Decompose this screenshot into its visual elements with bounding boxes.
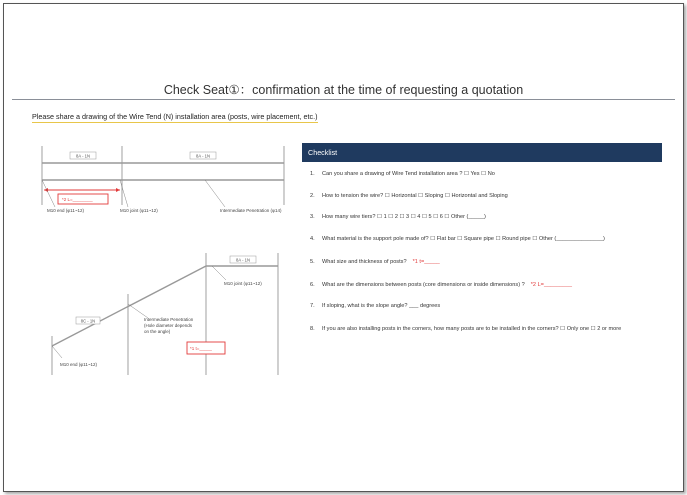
arrow-head-icon [116, 188, 120, 192]
item-text: What material is the support pole made of? ☐ Flat bar ☐ Square pipe ☐ Round pipe ☐ Other (_______________) [322, 236, 605, 242]
thickness-label: *1 t=_____ [190, 346, 212, 351]
leader-line [205, 180, 225, 207]
subtitle: Please share a drawing of the Wire Tend (N) installation area (posts, wire placement, etc.) [32, 112, 318, 121]
leader-line [120, 180, 128, 207]
wire-tag-label: 8C - 1N [80, 318, 96, 324]
item-note: *1 t=_____ [412, 259, 440, 265]
sloped-wire [52, 266, 206, 346]
wire-tag-label: 8A - 1N [76, 153, 90, 159]
item-number: 4. [310, 236, 315, 242]
item-number: 5. [310, 259, 315, 265]
leader-line [42, 180, 55, 207]
item-number: 7. [310, 303, 315, 309]
item-text: What size and thickness of posts? [322, 259, 407, 265]
item-number: 1. [310, 171, 315, 177]
page-title: Check Seat①：confirmation at the time of requesting a quotation [163, 83, 524, 97]
item-text: What are the dimensions between posts (core dimensions or inside dimensions) ? [322, 282, 525, 288]
joint-label: M10 joint (φ11~12) [224, 281, 262, 286]
leader-line [52, 346, 62, 358]
item-text: How many wire tiers? ☐ 1 ☐ 2 ☐ 3 ☐ 4 ☐ 5 ☐ 6 ☐ Other (_____) [322, 214, 486, 220]
penetration-label-3: on the angle) [144, 329, 171, 334]
end-label: M10 end (φ11~12) [47, 208, 84, 213]
end-label: M10 end (φ11~12) [60, 362, 97, 367]
penetration-label-2: (Hole diameter depends [144, 323, 193, 328]
item-number: 3. [310, 214, 315, 220]
item-number: 6. [310, 282, 315, 288]
top-diagram [42, 146, 284, 213]
checklist-item [310, 236, 605, 242]
item-text: If sloping, what is the slope angle? ___ degrees [322, 303, 441, 309]
bottom-diagram [52, 253, 278, 375]
item-text: How to tension the wire? ☐ Horizontal ☐ Sloping ☐ Horizontal and Sloping [322, 193, 508, 199]
penetration-label: Intermediate Penetration (φ14) [220, 208, 282, 213]
checklist-item [310, 171, 495, 177]
checklist-heading: Checklist [302, 143, 662, 162]
leader-line [212, 266, 226, 280]
item-number: 8. [310, 326, 315, 332]
item-text: If you are also installing posts in the corners, how many posts are to be installed in the corners? ☐ Only one ☐ 2 or more [322, 326, 622, 332]
wire-tag-label: 8A - 1N [196, 153, 210, 159]
item-text: Can you share a drawing of Wire Tend installation area ? ☐ Yes ☐ No [322, 171, 495, 177]
dimension-label: *2 L=________ [62, 197, 93, 202]
leader-line [128, 304, 148, 318]
checklist-item [310, 326, 621, 332]
joint-label: M10 joint (φ11~12) [120, 208, 158, 213]
wire-tag-label: 8A - 1N [236, 257, 250, 263]
checklist-panel [302, 143, 662, 162]
checklist-item [310, 259, 440, 265]
penetration-label-1: Intermediate Penetration [144, 317, 194, 322]
item-note: *2 L=_________ [530, 282, 572, 288]
checklist-item [310, 193, 508, 199]
checklist-item [310, 214, 486, 220]
item-number: 2. [310, 193, 315, 199]
checklist-item [310, 282, 572, 288]
checklist-item [310, 303, 440, 309]
